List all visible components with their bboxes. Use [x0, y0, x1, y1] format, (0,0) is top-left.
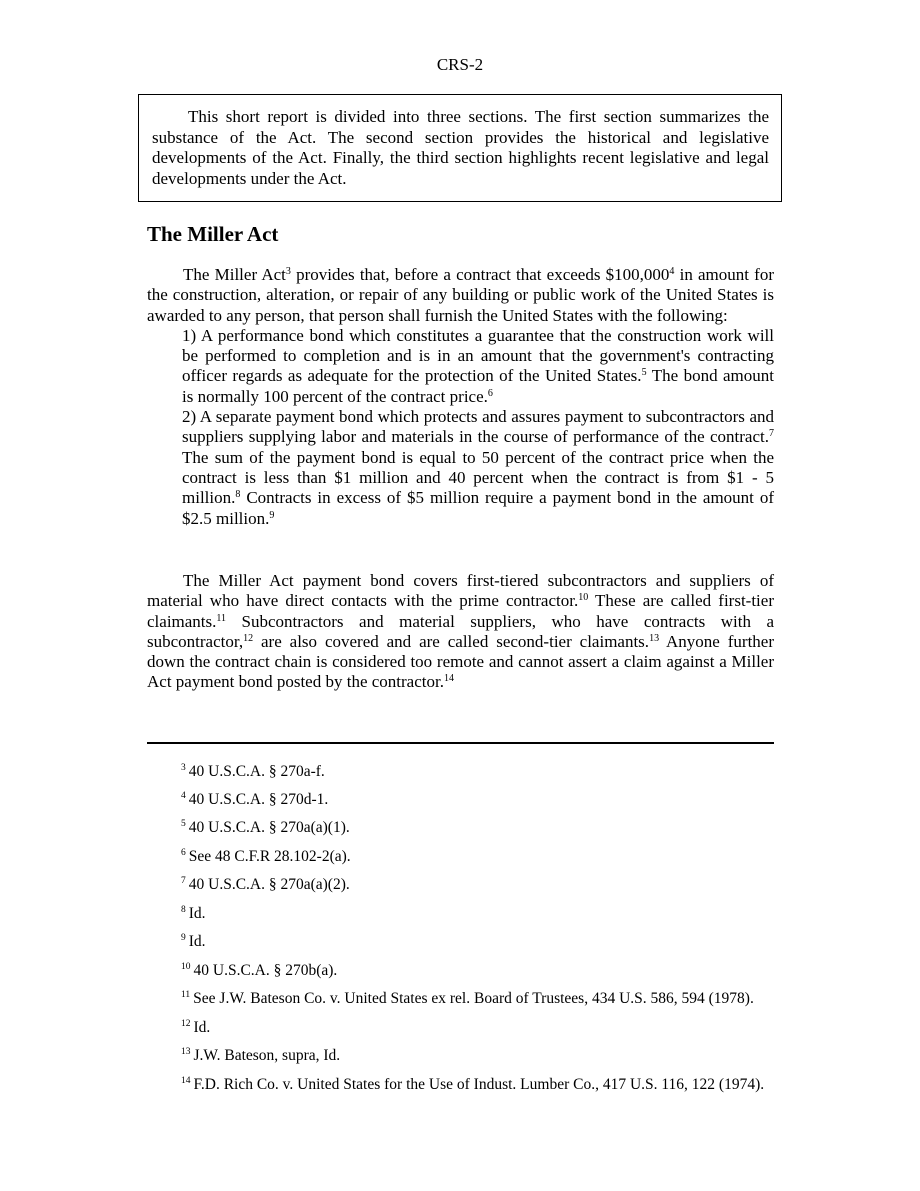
footnote-5: $^5$ 40 U.S.C.A. § 270a(a)(1). [181, 819, 350, 836]
footnote-divider [147, 742, 774, 744]
intro-text: This short report is divided into three sections. The first section summarizes the substance of the Act. The second section provides the historical and legislative developments of the Act. Finally, the third section highlights recent legislative and legal developments under the Act. [152, 107, 769, 188]
footnote-6: $^6$ See 48 C.F.R 28.102-2(a). [181, 848, 351, 865]
footnote-ref[interactable]: 9 [269, 509, 275, 521]
footnote-ref[interactable]: 3 [285, 266, 291, 277]
paragraph-2: The Miller Act payment bond covers first-tiered subcontractors and suppliers of material who have direct contacts with the prime contractor.$^{10}$ These are called first-tier claimants.$^{11}$ Subcontractors and material suppliers, who have contracts with a subcontractor,$^{12}$ are also covered and are called second-tier claimants.$^{13}$ Anyone further down the contract chain is considered too remote and cannot assert a claim against a Miller Act payment bond posted by the contractor.$^{14}$ [147, 571, 775, 692]
footnote-ref[interactable]: 4 [669, 266, 675, 277]
footnote-10: $^{10}$ 40 U.S.C.A. § 270b(a). [181, 962, 338, 979]
footnote-12: $^{12}$ Id. [181, 1019, 211, 1036]
footnote-ref[interactable]: 13 [649, 632, 660, 644]
footnote-ref[interactable]: 14 [443, 673, 454, 685]
footnote-3: $^3$ 40 U.S.C.A. § 270a-f. [181, 763, 325, 780]
footnote-14: $^{14}$ F.D. Rich Co. v. United States for the Use of Indust. Lumber Co., 417 U.S. 116, 122 (1974). [181, 1076, 765, 1093]
footnote-ref[interactable]: 5 [641, 367, 647, 379]
footnote-ref[interactable]: 12 [243, 632, 254, 644]
footnote-ref[interactable]: 10 [578, 592, 589, 604]
footnote-9: $^9$ Id. [181, 933, 206, 950]
footnote-ref[interactable]: 6 [487, 387, 493, 399]
footnote-4: $^4$ 40 U.S.C.A. § 270d-1. [181, 791, 329, 808]
intro-box [138, 94, 782, 202]
body-text [147, 265, 774, 529]
list-item-payment-bond: 2) A separate payment bond which protects and assures payment to subcontractors and suppliers supplying labor and materials in the course of performance of the contract.$^7$ The sum of the payment bond is equal to 50 percent of the contract price when the contract is less than $1 million and 40 percent when the contract is from $1 - 5 million.$^8$ Contracts in excess of $5 million require a payment bond in the amount of $2.5 million.$^9$ [182, 407, 774, 528]
footnote-11: $^{11}$ See J.W. Bateson Co. v. United States ex rel. Board of Trustees, 434 U.S. 586, 594 (1978). [181, 990, 754, 1007]
body-text-2 [147, 571, 774, 693]
footnote-7: $^7$ 40 U.S.C.A. § 270a(a)(2). [181, 876, 350, 893]
section-heading: The Miller Act [147, 222, 279, 246]
paragraph-1: The Miller Act$^3$ provides that, before a contract that exceeds $100,000$^4$ in amount for the construction, alteration, or repair of any building or public work of the United States is awarded to any person, that person shall furnish the United States with the following: [147, 265, 774, 325]
footnote-ref[interactable]: 7 [769, 428, 774, 440]
footnote-8: $^8$ Id. [181, 905, 206, 922]
list-item-performance-bond: 1) A performance bond which constitutes a guarantee that the construction work will be performed to completion and is in an amount that the government's contracting officer regards as adequate for the protection of the United States.$^5$ The bond amount is normally 100 percent of the contract price.$^6$ [182, 325, 774, 406]
footnote-ref[interactable]: 8 [235, 489, 241, 501]
page-header: CRS-2 [436, 55, 484, 74]
footnote-13: $^{13}$ J.W. Bateson, supra, Id. [181, 1047, 341, 1064]
footnote-ref[interactable]: 11 [216, 612, 227, 624]
